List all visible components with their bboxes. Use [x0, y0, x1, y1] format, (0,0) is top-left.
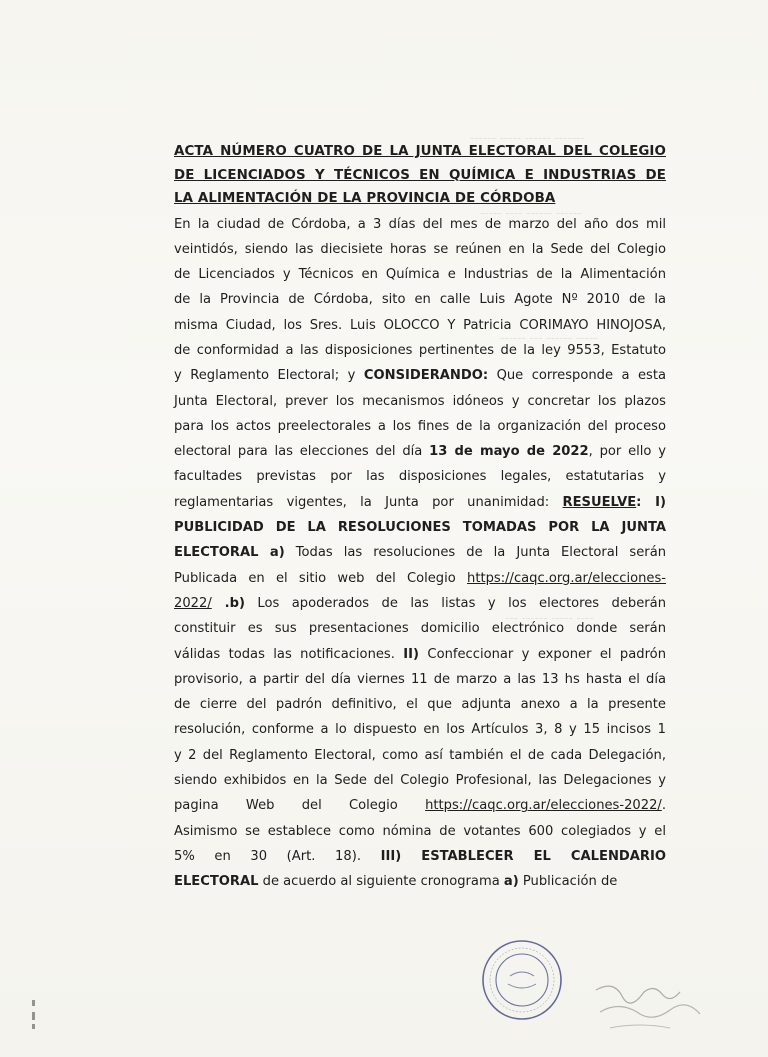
body-line: siendo exhibidos en la Sede del Colegio Profesional, las Delegaciones y: [174, 773, 666, 789]
text-run: Todas las resoluciones de la Junta Electoral serán: [284, 545, 667, 561]
body-line: [174, 363, 666, 388]
document-body: [174, 212, 666, 895]
title-line-1: ACTA NÚMERO CUATRO DE LA JUNTA ELECTORAL DEL COLEGIO: [174, 144, 666, 159]
text-run: Publicada en el sitio web del Colegio: [174, 570, 468, 586]
document-title: [174, 140, 666, 211]
body-line: [174, 591, 666, 616]
section-number: : I): [636, 494, 666, 510]
body-line: [174, 844, 666, 869]
body-line: de conformidad a las disposiciones pertinentes de la ley 9553, Estatuto: [174, 342, 666, 358]
text-run: Publicación de: [518, 874, 618, 890]
title-line-2: DE LICENCIADOS Y TÉCNICOS EN QUÍMICA E INDUSTRIAS DE: [174, 167, 666, 183]
body-line: resolución, conforme a lo dispuesto en los Artículos 3, 8 y 15 incisos 1: [174, 722, 666, 738]
body-line: provisorio, a partir del día viernes 11 de marzo a las 13 hs hasta el día: [174, 671, 666, 687]
item-label: a): [503, 874, 519, 890]
body-line: [174, 566, 666, 591]
text-run: válidas todas las notificaciones.: [174, 646, 404, 662]
body-line: Junta Electoral, prever los mecanismos idóneos y concretar los plazos: [174, 393, 666, 409]
bleed-through-text: ---- ----- ------ ---: [505, 610, 594, 625]
text-run: electoral para las elecciones del día: [174, 444, 430, 460]
body-line: [174, 490, 666, 515]
body-line: de la Provincia de Córdoba, sito en calle Luis Agote Nº 2010 de la: [174, 292, 666, 308]
elections-link[interactable]: https://caqc.org.ar/elecciones-: [467, 570, 666, 586]
body-line: de cierre del padrón definitivo, el que adjunta anexo a la presente: [174, 697, 666, 713]
bleed-through-text: ----- ------ --- ------: [500, 330, 598, 345]
act-document: [174, 140, 666, 895]
text-run: pagina Web del Colegio: [174, 798, 426, 814]
text-run: 5% en 30 (Art. 18).: [174, 848, 381, 864]
body-line: misma Ciudad, los Sres. Luis OLOCCO Y Patricia CORIMAYO HINOJOSA,: [174, 317, 666, 333]
bleed-through-text: ------ ------ ---- -----: [480, 205, 582, 220]
section-number: II): [403, 646, 420, 662]
body-line: veintidós, siendo las diecisiete horas se reúnen en la Sede del Colegio: [174, 241, 666, 257]
section-heading: PUBLICIDAD DE LA RESOLUCIONES TOMADAS POR LA JUNTA: [174, 520, 666, 536]
text-run: Los apoderados de las listas y los electores deberán: [244, 595, 666, 611]
title-line-3: LA ALIMENTACIÓN DE LA PROVINCIA DE CÓRDOBA: [174, 191, 556, 206]
body-line: constituir es sus presentaciones domicilio electrónico donde serán: [174, 621, 666, 637]
elections-link-cont[interactable]: 2022/: [174, 595, 212, 611]
body-line: [174, 793, 666, 818]
body-line: [174, 642, 666, 667]
body-line: [174, 439, 666, 464]
body-line: [174, 515, 666, 540]
section-heading: III) ESTABLECER EL CALENDARIO: [380, 848, 666, 864]
body-line: [174, 540, 666, 565]
text-run: y Reglamento Electoral; y: [174, 368, 364, 384]
text-run: Que corresponde a esta: [488, 368, 666, 384]
section-heading: ELECTORAL a): [174, 545, 285, 561]
body-line: facultades previstas por las disposiciones legales, estatutarias y: [174, 469, 666, 485]
text-run: Confeccionar y exponer el padrón: [419, 646, 666, 662]
body-line: Asimismo se establece como nómina de votantes 600 colegiados y el: [174, 823, 666, 839]
text-run: .: [661, 798, 666, 814]
item-label: .b): [211, 595, 245, 611]
body-line: En la ciudad de Córdoba, a 3 días del mes de marzo del año dos mil: [174, 216, 666, 232]
bleed-through-text: ------- ------ ----- ------: [470, 130, 585, 145]
text-run: , por ello y: [588, 444, 666, 460]
institution-stamp: [480, 938, 564, 1022]
section-heading: ELECTORAL: [174, 874, 259, 890]
text-run: reglamentarias vigentes, la Junta por unanimidad:: [174, 494, 563, 510]
body-line: de Licenciados y Técnicos en Química e Industrias de la Alimentación: [174, 267, 666, 283]
considerando-heading: CONSIDERANDO:: [363, 368, 489, 384]
handwritten-signature: [590, 968, 720, 1038]
margin-mark: [30, 998, 38, 1032]
text-run: de acuerdo al siguiente cronograma: [258, 874, 504, 890]
body-line: y 2 del Reglamento Electoral, como así también el de cada Delegación,: [174, 747, 666, 763]
elections-link[interactable]: https://caqc.org.ar/elecciones-2022/: [425, 798, 662, 814]
election-date: 13 de mayo de 2022: [429, 444, 589, 460]
resuelve-heading: RESUELVE: [562, 494, 637, 510]
body-line: [174, 869, 666, 894]
body-line: para los actos preelectorales a los fines de la organización del proceso: [174, 418, 666, 434]
